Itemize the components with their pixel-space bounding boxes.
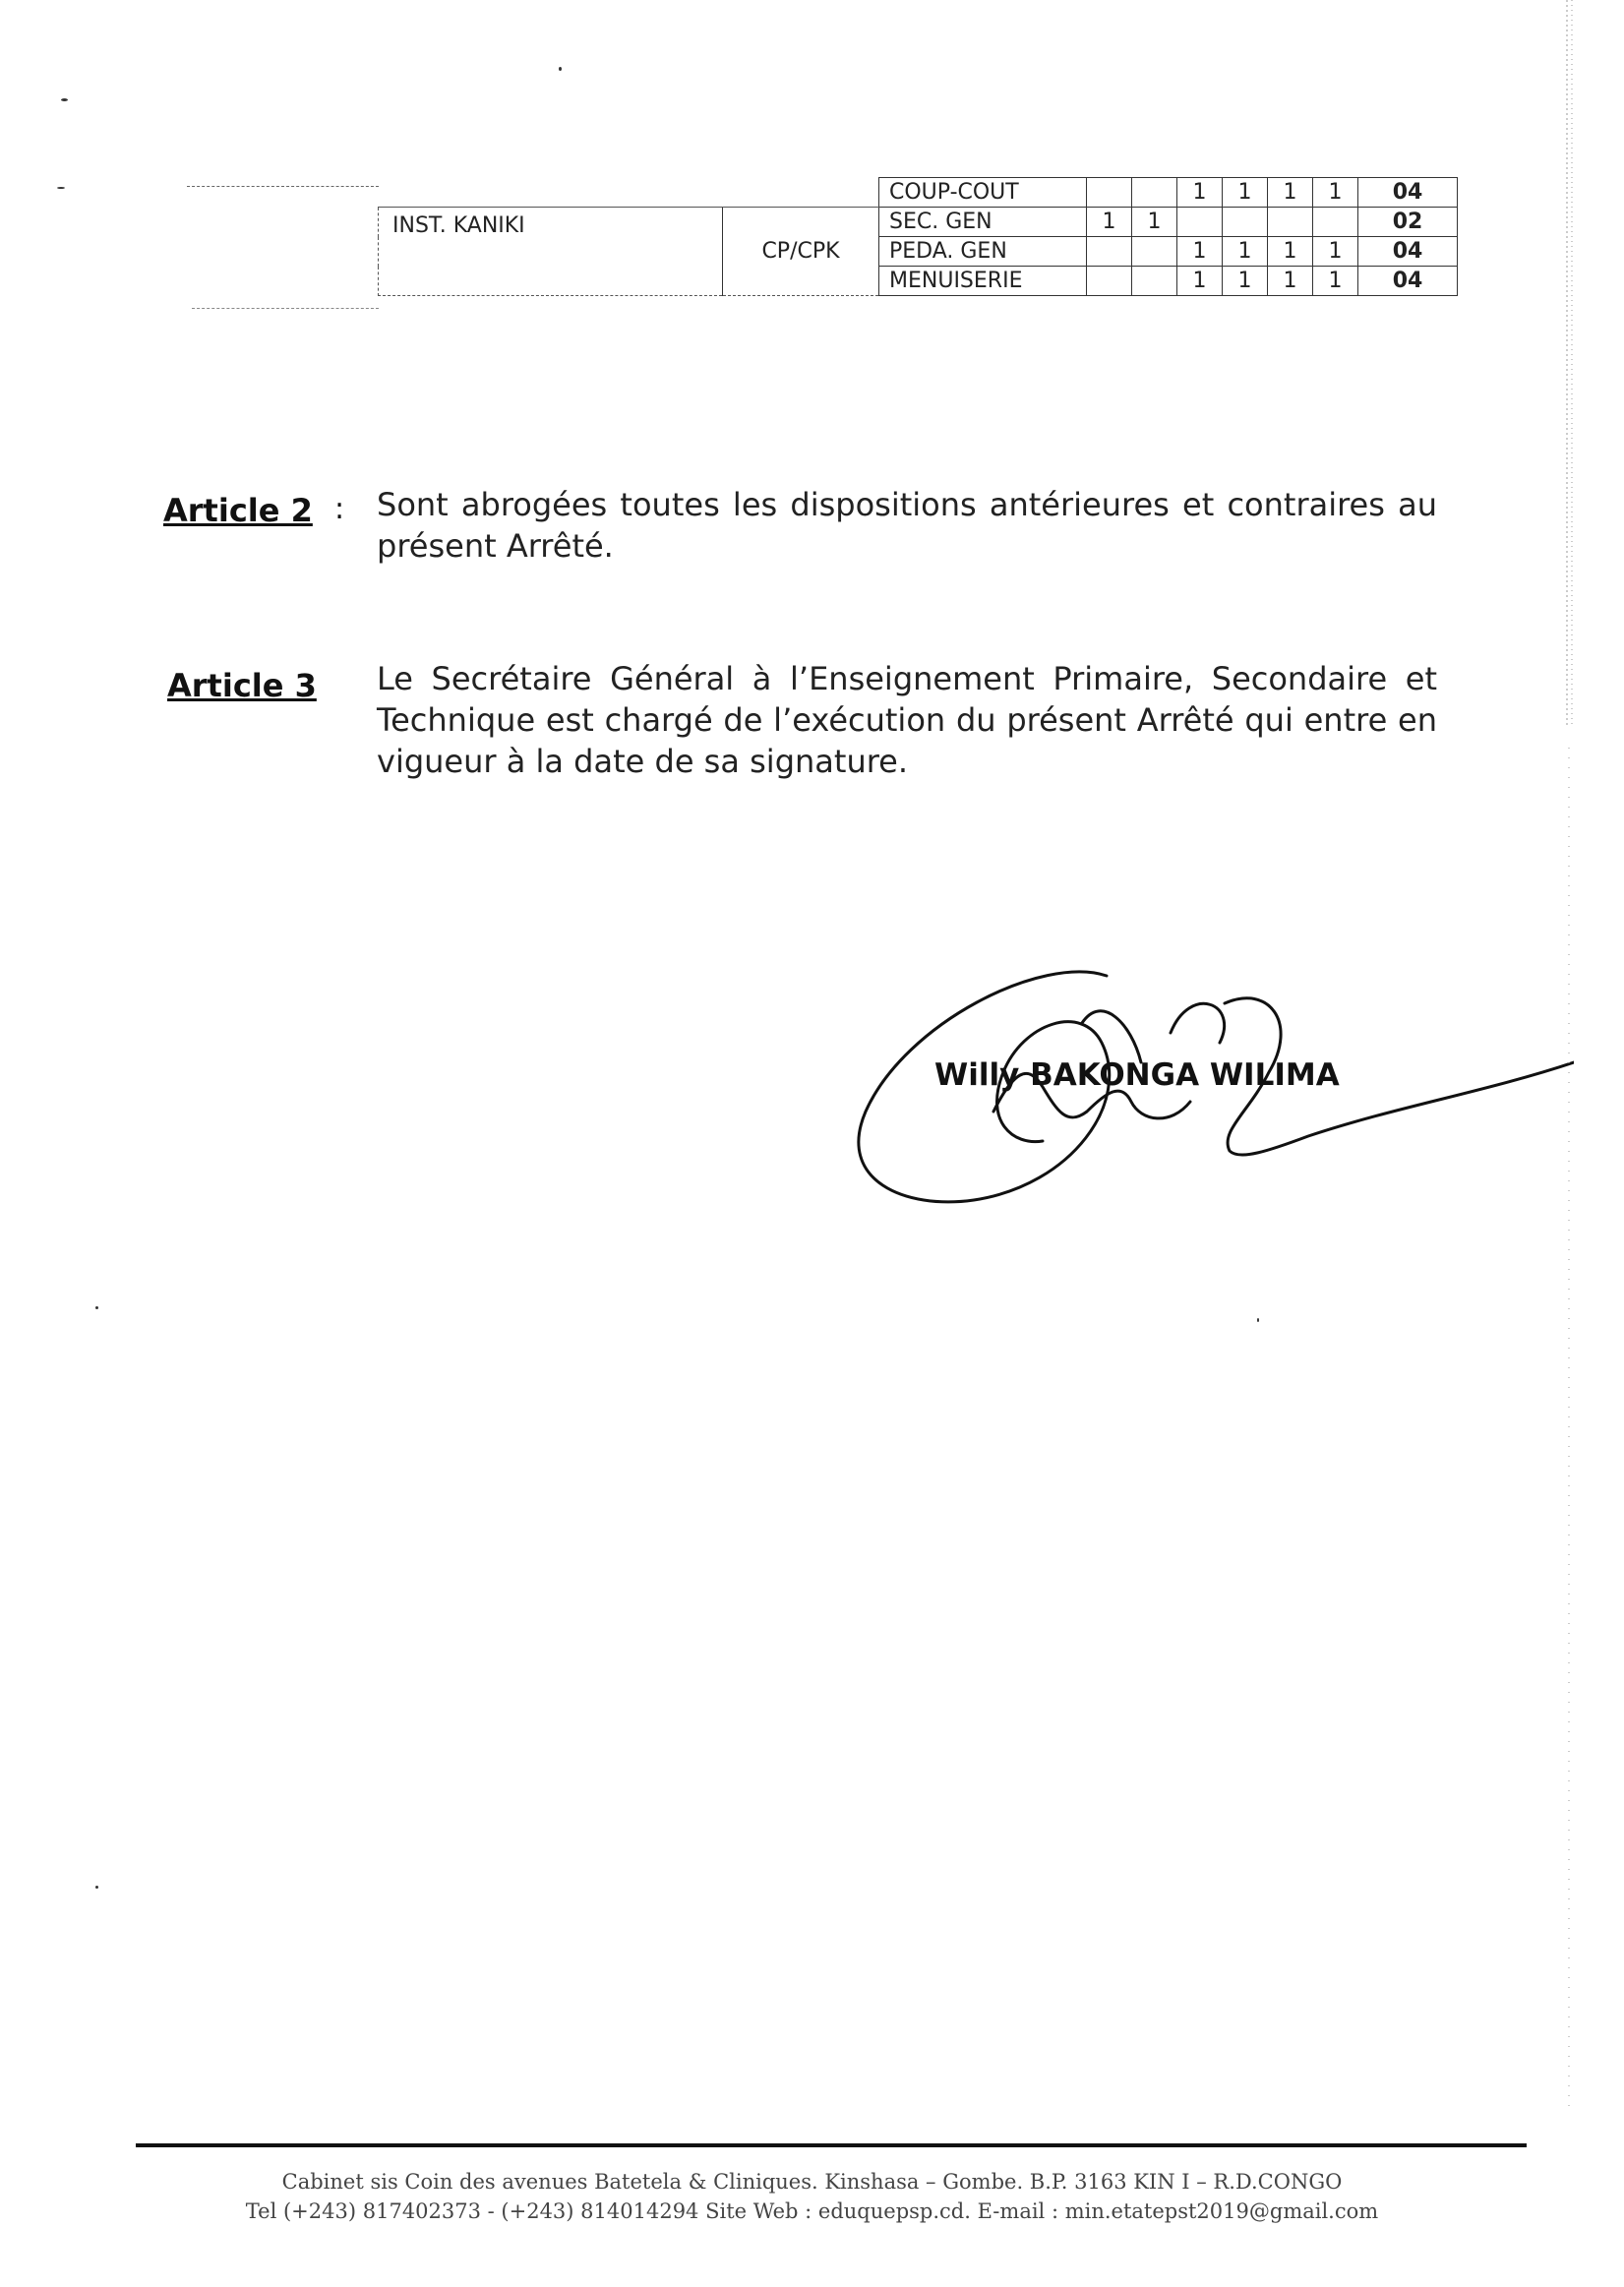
count-cell [1132, 267, 1177, 296]
count-cell: 1 [1268, 267, 1313, 296]
count-cell [1132, 237, 1177, 267]
scan-speck [95, 1306, 98, 1309]
article-2-line: présent Arrêté. [377, 527, 614, 565]
count-cell [1087, 237, 1132, 267]
count-cell [1132, 178, 1177, 208]
institution-cell: INST. KANIKI [379, 208, 723, 296]
count-cell: 1 [1177, 267, 1223, 296]
count-cell: 1 [1223, 237, 1268, 267]
total-cell: 04 [1358, 178, 1458, 208]
count-cell: 1 [1132, 208, 1177, 237]
article-3-line: Technique est chargé de l’exécution du présent Arrêté qui entre en [377, 701, 1437, 739]
article-3-text [377, 658, 1437, 782]
table-row [379, 178, 1458, 208]
count-cell [1087, 267, 1132, 296]
count-cell: 1 [1223, 267, 1268, 296]
article-2-line: Sont abrogées toutes les dispositions antérieures et contraires au [377, 486, 1437, 523]
count-cell [1313, 208, 1358, 237]
scan-speck [57, 187, 65, 189]
footer-contact: Tel (+243) 817402373 - (+243) 814014294 Site Web : eduquepsp.cd. E-mail : min.etatepst2019@gmail.com [245, 2199, 1379, 2223]
total-cell: 04 [1358, 267, 1458, 296]
footer-address: Cabinet sis Coin des avenues Batetela & Cliniques. Kinshasa – Gombe. B.P. 3163 KIN I – R.D.CONGO [281, 2170, 1343, 2194]
scan-speck [61, 98, 68, 101]
article-3-line: Le Secrétaire Général à l’Enseignement Primaire, Secondaire et [377, 660, 1437, 697]
count-cell: 1 [1177, 178, 1223, 208]
article-2-label: Article 2 [163, 492, 313, 529]
count-cell: 1 [1268, 237, 1313, 267]
total-cell: 02 [1358, 208, 1458, 237]
scan-speck [1257, 1318, 1259, 1322]
article-3-label: Article 3 [167, 667, 317, 704]
count-cell [1223, 208, 1268, 237]
scan-edge-artifact [1564, 0, 1578, 2287]
scan-speck [95, 1886, 98, 1889]
signatory-name: Willy BAKONGA WILIMA [934, 1057, 1340, 1093]
table-left-rule [187, 186, 379, 188]
count-cell: 1 [1268, 178, 1313, 208]
scan-speck [559, 67, 562, 71]
count-cell: 1 [1177, 237, 1223, 267]
table-row [379, 208, 1458, 237]
option-cell: COUP-COUT [879, 178, 1087, 208]
cycle-cell: CP/CPK [723, 208, 879, 296]
footer-divider [136, 2143, 1527, 2147]
allocation-table [378, 177, 1458, 296]
count-cell: 1 [1313, 237, 1358, 267]
count-cell [1268, 208, 1313, 237]
count-cell [1177, 208, 1223, 237]
article-2-separator: : [334, 492, 345, 526]
option-cell: SEC. GEN [879, 208, 1087, 237]
count-cell: 1 [1313, 178, 1358, 208]
option-cell: MENUISERIE [879, 267, 1087, 296]
count-cell [1087, 178, 1132, 208]
count-cell: 1 [1087, 208, 1132, 237]
article-2-text [377, 484, 1437, 567]
total-cell: 04 [1358, 237, 1458, 267]
option-cell: PEDA. GEN [879, 237, 1087, 267]
count-cell: 1 [1313, 267, 1358, 296]
count-cell: 1 [1223, 178, 1268, 208]
table-left-rule-bottom [192, 308, 379, 310]
article-3-line: vigueur à la date de sa signature. [377, 743, 909, 780]
